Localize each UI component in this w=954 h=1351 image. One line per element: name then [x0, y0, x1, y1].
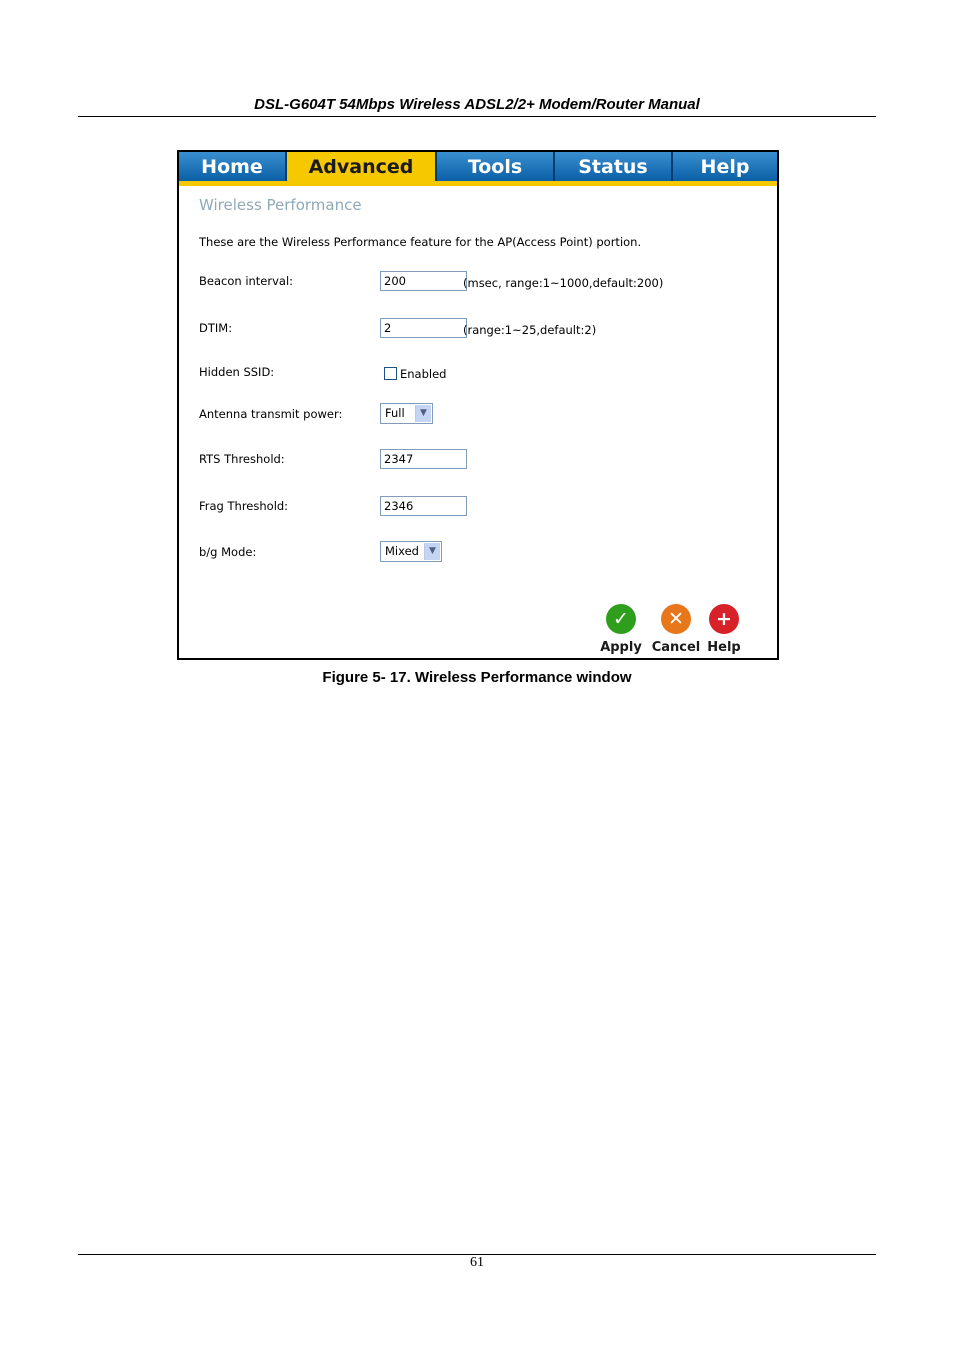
header-divider: [78, 116, 876, 117]
antenna-power-label: Antenna transmit power:: [199, 407, 343, 421]
help-button[interactable]: [704, 604, 744, 655]
bg-mode-label: b/g Mode:: [199, 545, 257, 559]
page-title: Wireless Performance: [199, 196, 362, 214]
tab-underline: [179, 181, 777, 186]
router-ui-screenshot: [177, 150, 779, 660]
bg-mode-value: Mixed: [385, 544, 419, 558]
hidden-ssid-checkbox[interactable]: [384, 367, 397, 380]
nav-tabs: [179, 152, 777, 181]
tab-help[interactable]: Help: [673, 152, 777, 181]
antenna-power-value: Full: [385, 406, 405, 420]
beacon-interval-input[interactable]: 200: [380, 271, 467, 291]
beacon-interval-hint: (msec, range:1~1000,default:200): [463, 276, 664, 290]
tab-status[interactable]: Status: [555, 152, 671, 181]
bg-mode-select[interactable]: [380, 541, 442, 562]
page-number: 61: [470, 1255, 484, 1270]
intro-text: These are the Wireless Performance feature for the AP(Access Point) portion.: [199, 235, 642, 249]
beacon-interval-label: Beacon interval:: [199, 274, 294, 288]
check-icon: ✓: [606, 604, 636, 634]
apply-label: Apply: [600, 640, 642, 655]
tab-advanced[interactable]: Advanced: [287, 152, 435, 181]
tab-tools[interactable]: Tools: [437, 152, 553, 181]
tab-home[interactable]: Home: [179, 152, 285, 181]
dtim-input[interactable]: 2: [380, 318, 467, 338]
figure-caption: Figure 5- 17. Wireless Performance window: [322, 669, 632, 686]
dtim-label: DTIM:: [199, 321, 233, 335]
cancel-button[interactable]: [649, 604, 703, 655]
help-label: Help: [707, 640, 741, 655]
frag-threshold-label: Frag Threshold:: [199, 499, 289, 513]
cancel-label: Cancel: [651, 640, 701, 655]
rts-threshold-label: RTS Threshold:: [199, 452, 285, 466]
frag-threshold-input[interactable]: 2346: [380, 496, 467, 516]
dtim-hint: (range:1~25,default:2): [463, 323, 597, 337]
x-icon: ✕: [661, 604, 691, 634]
plus-icon: +: [709, 604, 739, 634]
chevron-down-icon[interactable]: ▼: [424, 543, 440, 560]
hidden-ssid-label: Hidden SSID:: [199, 365, 275, 379]
chevron-down-icon[interactable]: ▼: [415, 405, 431, 422]
antenna-power-select[interactable]: [380, 403, 433, 424]
rts-threshold-input[interactable]: 2347: [380, 449, 467, 469]
hidden-ssid-enabled-label: Enabled: [400, 367, 447, 381]
document-header: DSL-G604T 54Mbps Wireless ADSL2/2+ Modem/Router Manual: [254, 96, 700, 113]
apply-button[interactable]: [597, 604, 645, 655]
